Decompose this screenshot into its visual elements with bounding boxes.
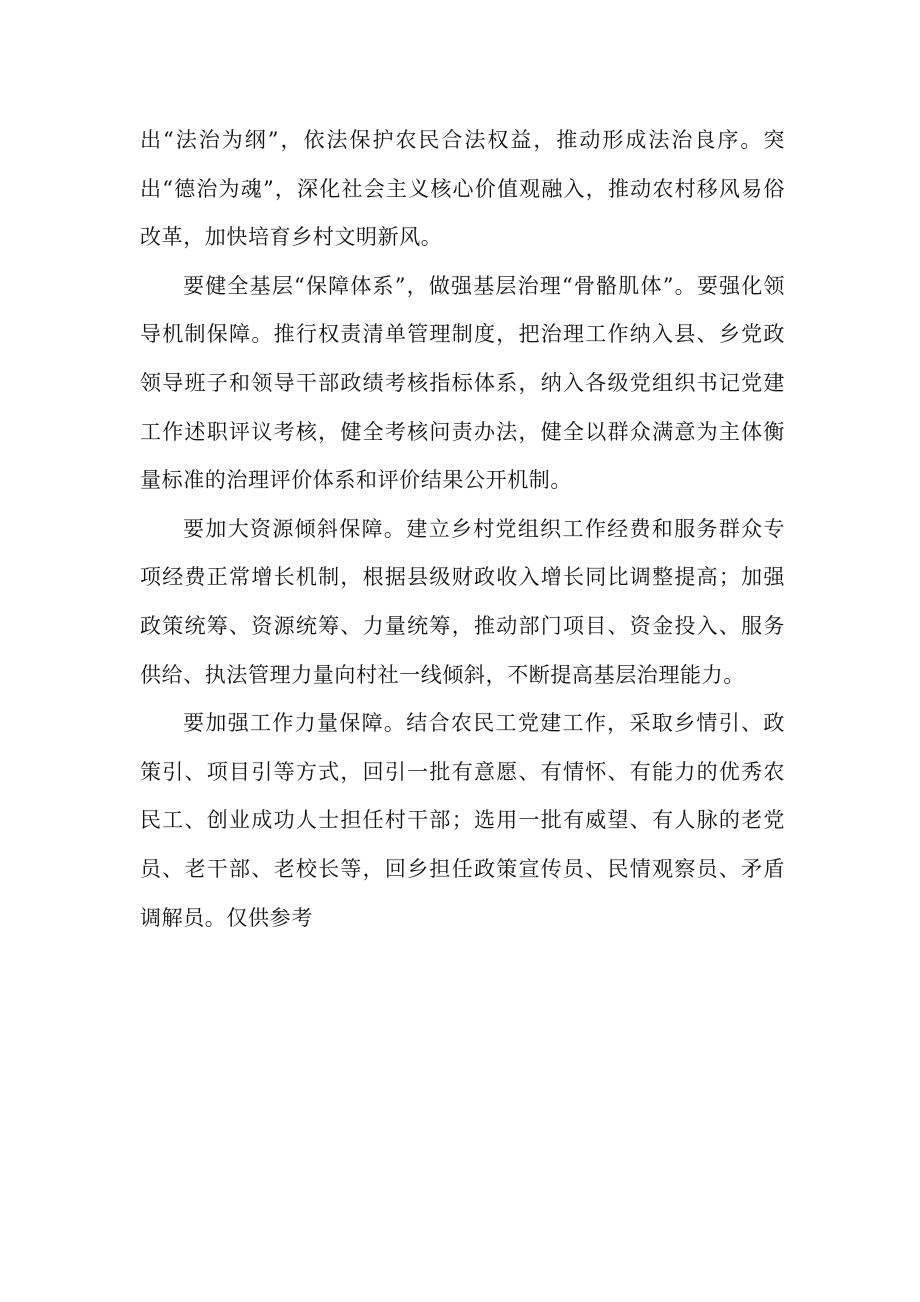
paragraph-4: 要加强工作力量保障。结合农民工党建工作，采取乡情引、政策引、项目引等方式，回引一批有意愿、有情怀、有能力的优秀农民工、创业成功人士担任村干部；选用一批有威望、有人脉的老党员、老干部、老校长等，回乡担任政策宣传员、民情观察员、矛盾调解员。仅供参考 xyxy=(140,711,785,930)
paragraph-1: 出“法治为纲”，依法保护农民合法权益，推动形成法治良序。突出“德治为魂”，深化社会主义核心价值观融入，推动农村移风易俗改革，加快培育乡村文明新风。 xyxy=(140,128,785,250)
paragraph-2: 要健全基层“保障体系”，做强基层治理“骨骼肌体”。要强化领导机制保障。推行权责清单管理制度，把治理工作纳入县、乡党政领导班子和领导干部政绩考核指标体系，纳入各级党组织书记党建工作述职评议考核，健全考核问责办法，健全以群众满意为主体衡量标准的治理评价体系和评价结果公开机制。 xyxy=(140,273,785,493)
paragraph-3: 要加大资源倾斜保障。建立乡村党组织工作经费和服务群众专项经费正常增长机制，根据县级财政收入增长同比调整提高；加强政策统筹、资源统筹、力量统筹，推动部门项目、资金投入、服务供给、执法管理力量向村社一线倾斜，不断提高基层治理能力。 xyxy=(140,516,785,687)
document-body xyxy=(140,116,785,942)
